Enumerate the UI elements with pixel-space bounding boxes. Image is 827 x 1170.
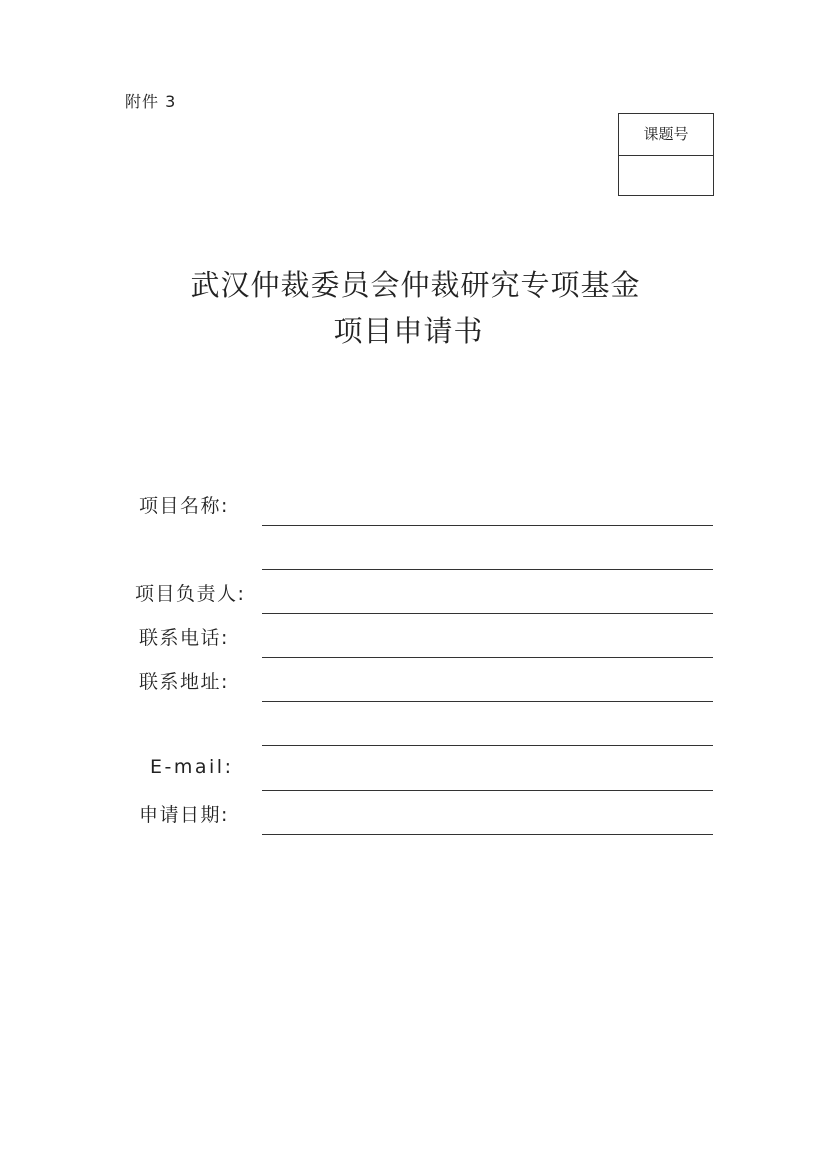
project-name-label: 项目名称: [139,495,229,517]
email-label: E-mail: [150,756,234,778]
apply-date-line[interactable] [262,834,713,835]
contact-address-line-1[interactable] [262,701,713,702]
topic-number-label: 课题号 [619,114,713,156]
document-title [0,262,827,354]
topic-number-field[interactable] [619,156,713,196]
apply-date-label: 申请日期: [139,804,229,826]
contact-phone-label: 联系电话: [139,627,229,649]
topic-number-box [618,113,714,196]
contact-phone-line[interactable] [262,657,713,658]
title-line-2: 项目申请书 [333,314,484,348]
project-leader-line[interactable] [262,613,713,614]
email-line[interactable] [262,790,713,791]
project-leader-label: 项目负责人: [135,583,246,605]
title-line-1: 武汉仲裁委员会仲裁研究专项基金 [190,268,641,302]
contact-address-label: 联系地址: [139,671,229,693]
project-name-line-1[interactable] [262,525,713,526]
attachment-label: 附件 3 [125,92,177,111]
contact-address-line-2[interactable] [262,745,713,746]
project-name-line-2[interactable] [262,569,713,570]
